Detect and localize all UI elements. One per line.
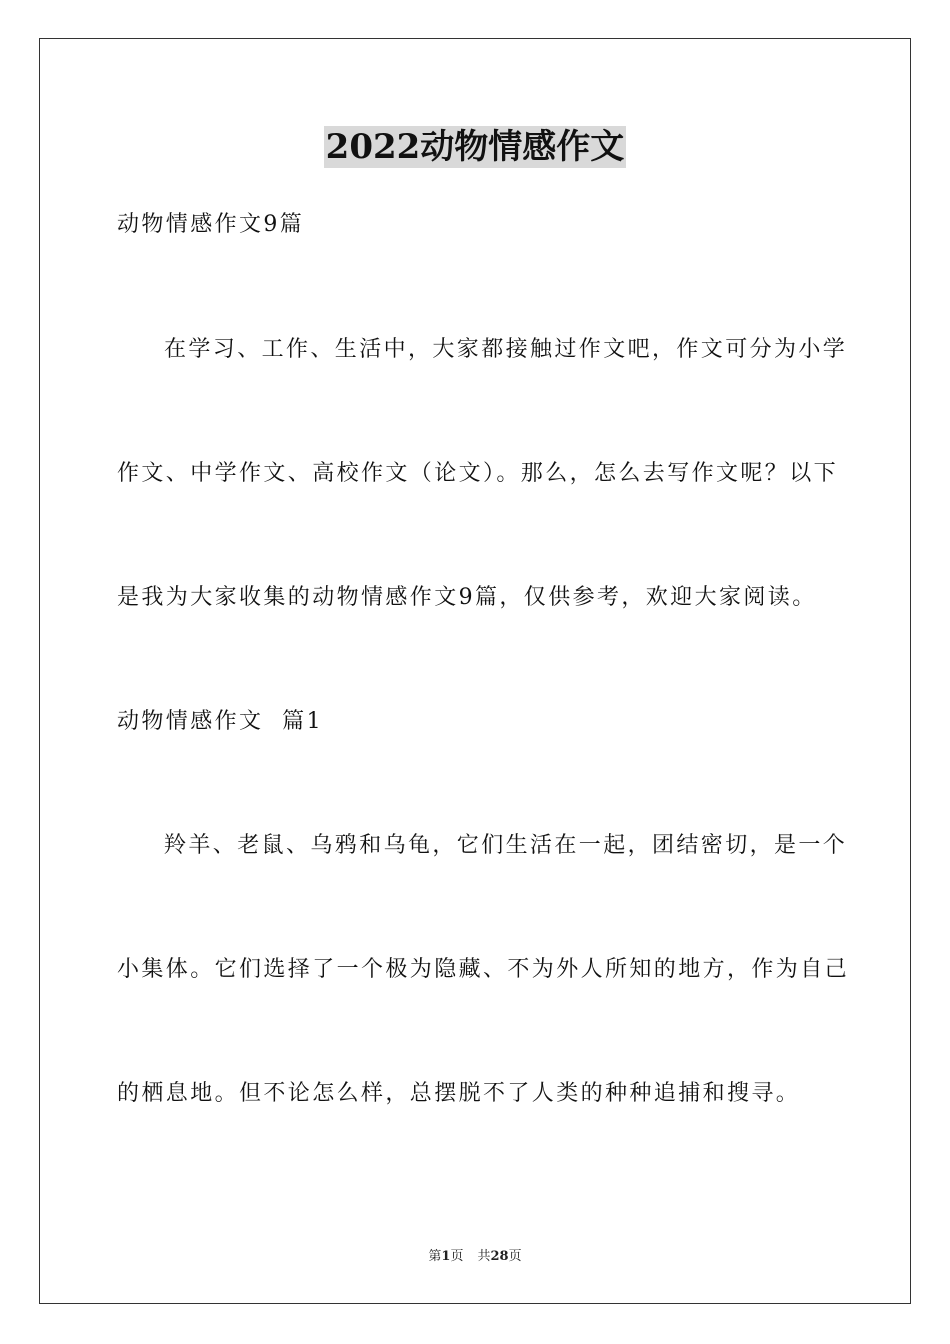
section-line-2: 小集体。它们选择了一个极为隐藏、不为外人所知的地方，作为自己 <box>117 957 850 982</box>
document-title: 2022动物情感作文 <box>325 127 625 167</box>
section-line-3: 的栖息地。但不论怎么样，总摆脱不了人类的种种追捕和搜寻。 <box>117 1081 801 1106</box>
page-footer <box>0 1248 950 1266</box>
footer-total-suffix: 页 <box>508 1249 522 1264</box>
section-line-1: 羚羊、老鼠、乌鸦和乌龟，它们生活在一起，团结密切，是一个 <box>164 833 848 858</box>
footer-total-pages: 28 <box>490 1249 509 1264</box>
section-heading: 动物情感作文 篇1 <box>117 709 323 734</box>
document-subtitle: 动物情感作文9篇 <box>117 212 305 237</box>
intro-line-3: 是我为大家收集的动物情感作文9篇，仅供参考，欢迎大家阅读。 <box>117 585 817 610</box>
title-container <box>0 126 950 168</box>
intro-line-1: 在学习、工作、生活中，大家都接触过作文吧，作文可分为小学 <box>164 337 848 362</box>
intro-line-2: 作文、中学作文、高校作文（论文）。那么，怎么去写作文呢？以下 <box>117 461 839 486</box>
footer-page-number: 1 <box>441 1249 451 1264</box>
footer-total-prefix: 共 <box>477 1249 491 1264</box>
footer-page-suffix: 页 <box>450 1249 464 1264</box>
footer-page-prefix: 第 <box>428 1249 442 1264</box>
